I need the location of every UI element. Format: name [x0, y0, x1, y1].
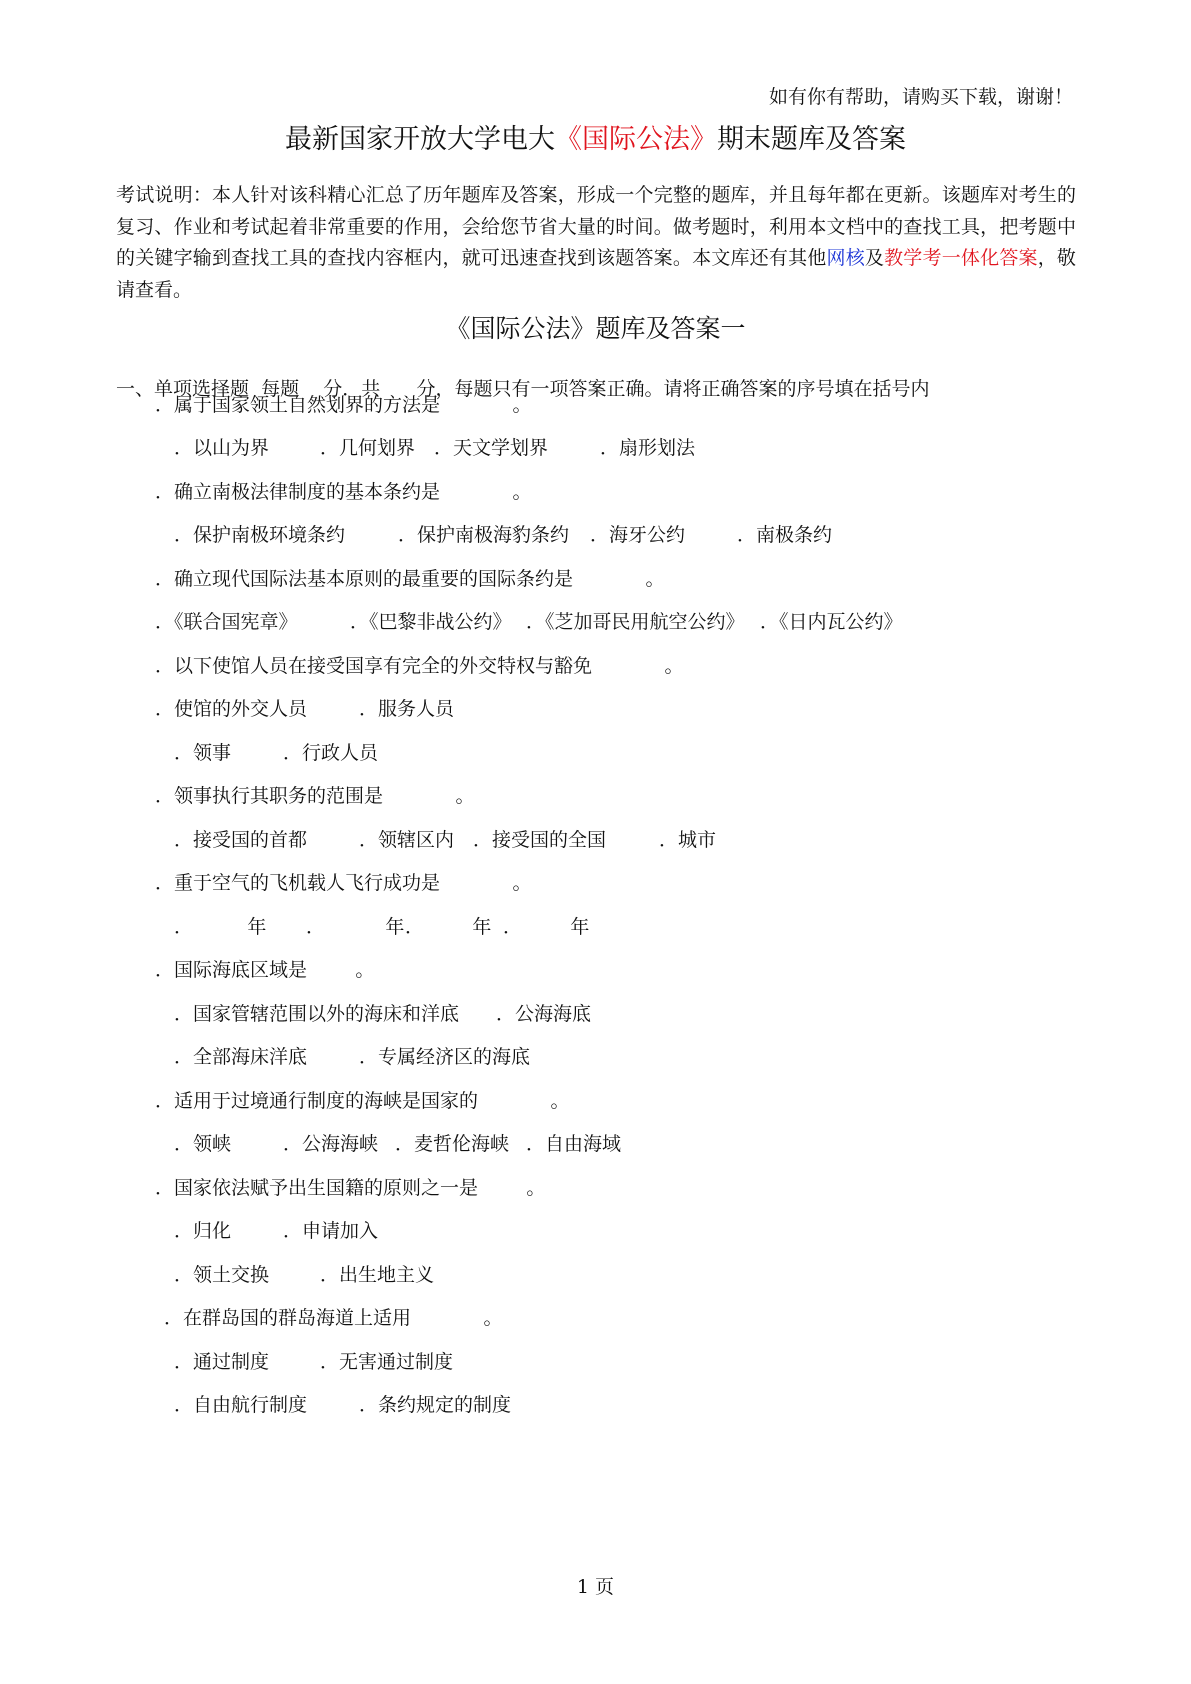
- option-d: ．专属经济区的海底: [359, 1046, 531, 1068]
- question-stem: ．以下使馆人员在接受国享有完全的外交特权与豁免 。: [155, 655, 684, 677]
- option-d: ．出生地主义: [320, 1264, 435, 1286]
- option-c: ．《芝加哥民用航空公约》: [526, 611, 745, 633]
- option-c: ． 年: [405, 916, 492, 938]
- option-d: ．《日内瓦公约》: [760, 611, 903, 633]
- option-a: ．以山为界: [174, 437, 270, 459]
- intro-end: ，敬请查看。: [116, 247, 1076, 301]
- option-a: ．接受国的首都: [174, 829, 308, 851]
- option-a: ．通过制度: [174, 1351, 270, 1373]
- option-c: ．海牙公约: [590, 524, 686, 546]
- option-d: ． 年: [503, 916, 590, 938]
- intro-mid: 及: [864, 247, 885, 269]
- question-stem: ．国家依法赋予出生国籍的原则之一是 。: [155, 1177, 546, 1199]
- option-b: ．保护南极海豹条约: [398, 524, 570, 546]
- option-c: ．天文学划界: [434, 437, 549, 459]
- option-d: ．条约规定的制度: [359, 1394, 512, 1416]
- option-a: ．领峡: [174, 1133, 232, 1155]
- option-b: ．公海海峡: [283, 1133, 379, 1155]
- option-d: ．行政人员: [283, 742, 379, 764]
- option-a: ．归化: [174, 1220, 232, 1242]
- option-a: ．使馆的外交人员: [155, 698, 308, 720]
- question-stem: ．属于国家领土自然划界的方法是 。: [155, 394, 532, 416]
- title-suffix: 期末题库及答案: [717, 124, 906, 155]
- question-stem: ．领事执行其职务的范围是 。: [155, 785, 475, 807]
- option-b: ．领辖区内: [359, 829, 455, 851]
- option-b: ．几何划界: [320, 437, 416, 459]
- section-heading: 一、单项选择题 每题 分．共 分，每题只有一项答案正确。请将正确答案的序号填在括号内: [116, 378, 930, 400]
- option-c: ．全部海床洋底: [174, 1046, 308, 1068]
- page-number: 1 页: [576, 1576, 615, 1598]
- option-a: ．国家管辖范围以外的海床和洋底: [174, 1003, 460, 1025]
- question-stem: ．确立现代国际法基本原则的最重要的国际条约是 。: [155, 568, 665, 590]
- intro-text: 考试说明：本人针对该科精心汇总了历年题库及答案，形成一个完整的题库，并且每年都在更新。该题库对考生的复习、作业和考试起着非常重要的作用，会给您节省大量的时间。做考题时，利用本文档中的查找工具，把考题中的关键字输到查找工具的查找内容框内，就可迅速查找到该题答案。本文库还有其他: [116, 184, 1076, 269]
- link-wanghe[interactable]: 网核: [826, 247, 865, 269]
- option-a: ．《联合国宪章》: [155, 611, 298, 633]
- option-c: ．领事: [174, 742, 232, 764]
- question-stem: ．适用于过境通行制度的海峡是国家的 。: [155, 1090, 570, 1112]
- option-b: ．公海海底: [496, 1003, 592, 1025]
- question-stem: ．确立南极法律制度的基本条约是 。: [155, 481, 532, 503]
- option-d: ．自由海域: [526, 1133, 622, 1155]
- title-prefix: 最新国家开放大学电大: [285, 124, 555, 155]
- option-b: ．无害通过制度: [320, 1351, 454, 1373]
- page-title: [0, 126, 1191, 153]
- question-stem: ．在群岛国的群岛海道上适用 。: [164, 1307, 503, 1329]
- title-course: 《国际公法》: [555, 124, 717, 155]
- option-a: ．保护南极环境条约: [174, 524, 346, 546]
- option-d: ．城市: [659, 829, 717, 851]
- link-answers[interactable]: 教学考一体化答案: [884, 247, 1038, 269]
- question-stem: ．重于空气的飞机载人飞行成功是 。: [155, 872, 532, 894]
- option-b: ． 年: [306, 916, 405, 938]
- option-c: ．麦哲伦海峡: [395, 1133, 510, 1155]
- option-a: ． 年: [174, 916, 267, 938]
- option-c: ．自由航行制度: [174, 1394, 308, 1416]
- option-b: ．申请加入: [283, 1220, 379, 1242]
- option-b: ．服务人员: [359, 698, 455, 720]
- exam-instructions: [116, 180, 1076, 306]
- header-note: 如有你有帮助，请购买下载，谢谢！: [768, 86, 1073, 108]
- option-c: ．接受国的全国: [473, 829, 607, 851]
- question-stem: ．国际海底区域是 。: [155, 959, 375, 981]
- option-c: ．领土交换: [174, 1264, 270, 1286]
- section-title: 《国际公法》题库及答案一: [445, 314, 746, 343]
- option-b: ．《巴黎非战公约》: [350, 611, 512, 633]
- option-d: ．扇形划法: [600, 437, 696, 459]
- option-d: ．南极条约: [737, 524, 833, 546]
